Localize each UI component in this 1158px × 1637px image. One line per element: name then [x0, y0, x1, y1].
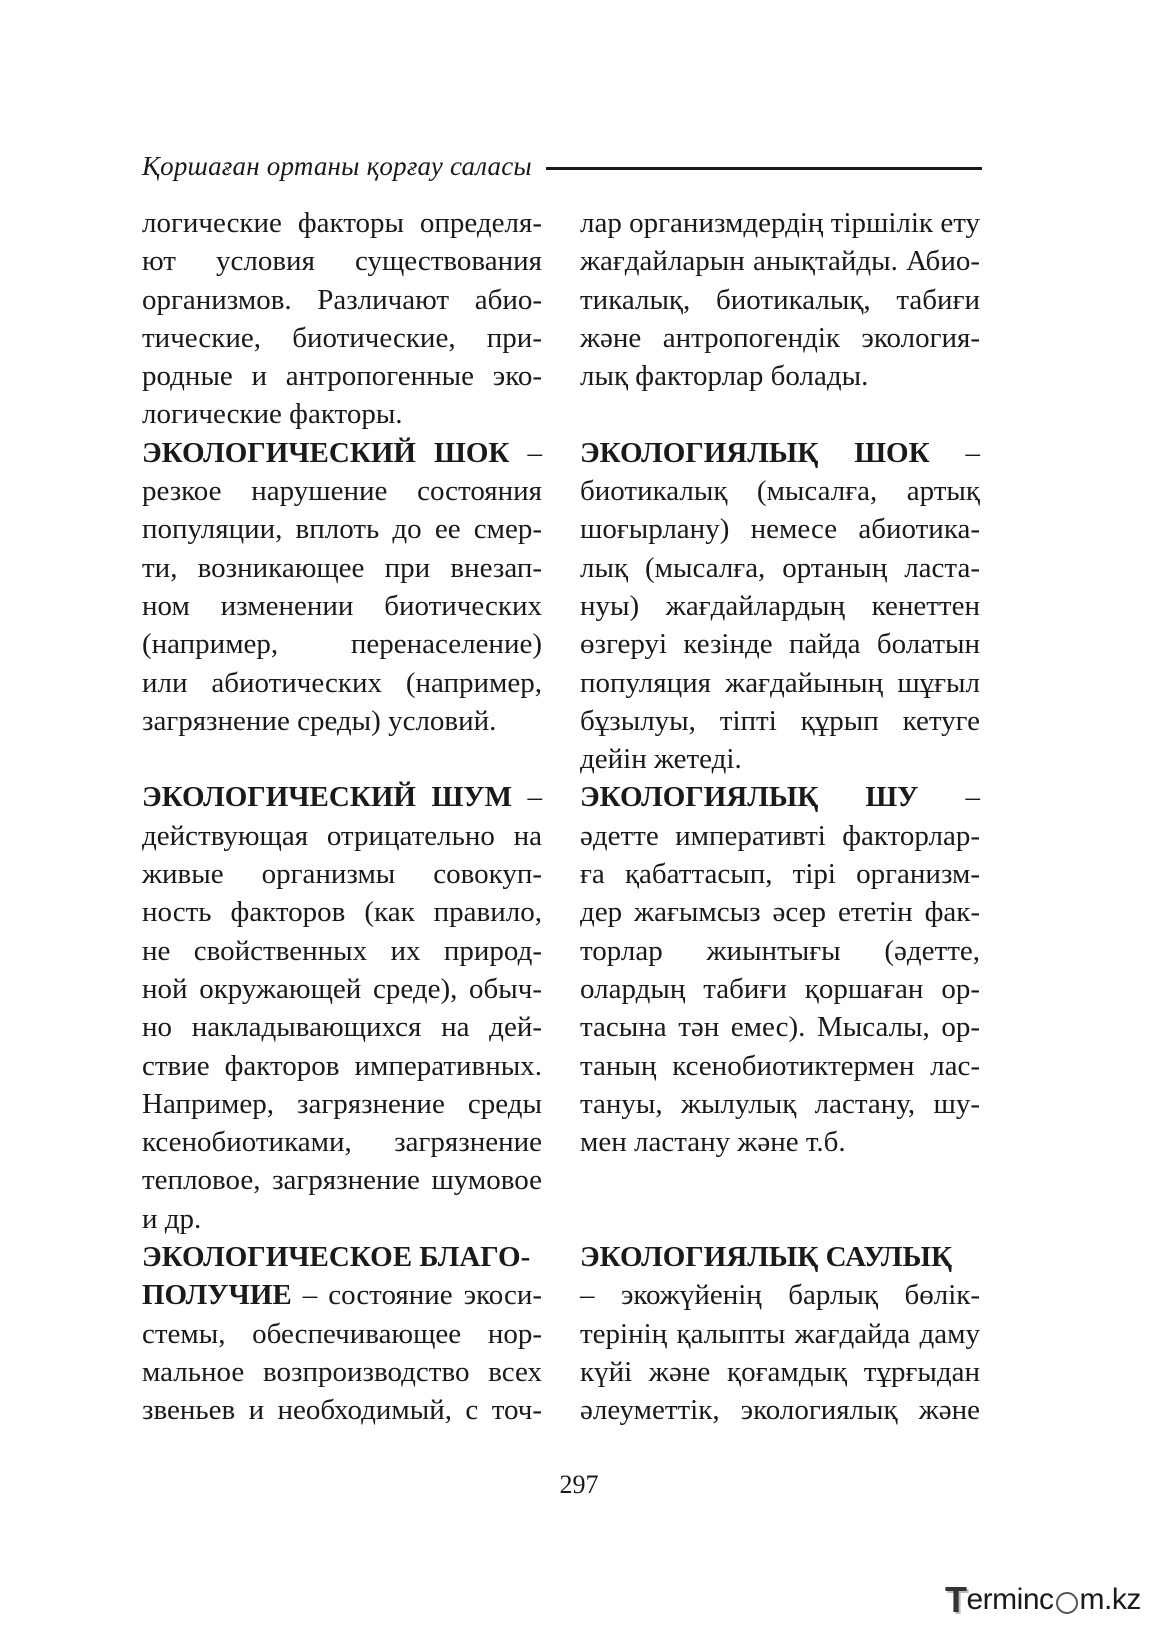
line-text: – экожүйенің барлық бөлік-: [580, 1279, 980, 1312]
line-text: популяция жағдайының шұғыл: [580, 666, 980, 699]
text-line: [580, 1353, 980, 1391]
term-heading: ЭКОЛОГИЯЛЫҚ САУЛЫҚ: [580, 1241, 953, 1274]
line-text: әдетте императивті факторлар-: [580, 819, 980, 852]
header-title: Қоршаған ортаны қорғау саласы: [142, 150, 532, 181]
term-heading: ПОЛУЧИЕ: [142, 1279, 292, 1312]
text-line: [580, 970, 980, 1008]
line-text: күйі және қоғамдық тұрғыдан: [580, 1355, 980, 1388]
line-text: тасына тән емес). Мысалы, ор-: [580, 1011, 980, 1044]
line-text: таның ксенобиотиктермен лас-: [580, 1049, 980, 1082]
left-column-russian: [142, 204, 542, 1430]
watermark-text-2: m.kz: [1079, 1583, 1141, 1616]
text-line: [142, 932, 542, 970]
line-text: загрязнение среды) условий.: [142, 704, 497, 737]
magnifier-icon: [1056, 1592, 1078, 1614]
running-header: [142, 146, 982, 186]
text-line: [580, 587, 980, 625]
text-line: [142, 625, 542, 663]
paragraph-gap: [580, 1200, 980, 1238]
line-text: –: [509, 436, 542, 469]
watermark-t: T: [945, 1579, 967, 1620]
line-text: тикалық, биотикалық, табиғи: [580, 283, 980, 316]
text-line: [580, 817, 980, 855]
text-line: [580, 242, 980, 280]
paragraph-gap: [580, 1161, 980, 1199]
text-line: [580, 932, 980, 970]
text-line: [142, 1008, 542, 1046]
right-column-kazakh: [580, 204, 980, 1430]
text-line: [580, 1047, 980, 1085]
text-line: [580, 1391, 980, 1429]
text-line: [142, 1047, 542, 1085]
text-line: [142, 549, 542, 587]
text-line: [580, 664, 980, 702]
line-text: нуы) жағдайлардың кенеттен: [580, 589, 980, 622]
line-text: логические факторы определя-: [142, 207, 542, 239]
text-line: [580, 549, 980, 587]
line-text: (например, перенаселение): [142, 628, 542, 661]
line-text: живые организмы совокуп-: [142, 858, 542, 891]
text-line: [142, 855, 542, 893]
line-text: өзгеруі кезінде пайда болатын: [580, 628, 980, 661]
text-line: [142, 1161, 542, 1199]
line-text: және антропогендік экология-: [580, 321, 980, 354]
line-text: –: [918, 781, 980, 814]
text-line: [142, 242, 542, 280]
paragraph-gap: [580, 395, 980, 433]
text-line: [142, 510, 542, 548]
text-line: [580, 1276, 980, 1314]
line-text: популяции, вплоть до ее смер-: [142, 513, 542, 546]
text-line: [580, 204, 980, 242]
text-line: [580, 357, 980, 395]
text-line: [142, 702, 542, 740]
text-line: [580, 1085, 980, 1123]
line-text: терінің қалыпты жағдайда даму: [580, 1317, 980, 1350]
term-heading: ЭКОЛОГИЧЕСКИЙ ШОК: [142, 436, 510, 469]
line-text: лар организмдердің тіршілік ету: [580, 207, 980, 239]
line-text: ность факторов (как правило,: [142, 896, 542, 929]
text-line: [580, 1008, 980, 1046]
text-line: [142, 1353, 542, 1391]
line-text: торлар жиынтығы (әдетте,: [580, 934, 980, 967]
line-text: дейін жетеді.: [580, 743, 742, 776]
text-line: [142, 1238, 542, 1276]
line-text: ют условия существования: [142, 245, 542, 278]
line-text: –: [929, 436, 980, 469]
text-line: [142, 587, 542, 625]
text-line: [142, 472, 542, 510]
text-line: [580, 625, 980, 663]
text-line: [580, 702, 980, 740]
line-text: действующая отрицательно на: [142, 819, 542, 852]
line-text: или абиотических (например,: [142, 666, 542, 699]
text-line: [142, 778, 542, 816]
line-text: мальное возпроизводство всех: [142, 1355, 542, 1388]
line-text: биотикалық (мысалға, артық: [580, 475, 980, 508]
text-line: [580, 510, 980, 548]
term-heading: ЭКОЛОГИЯЛЫҚ ШОК: [580, 436, 930, 469]
text-line: [142, 204, 542, 242]
text-line: [580, 1315, 980, 1353]
text-line: [580, 778, 980, 816]
text-line: [580, 319, 980, 357]
text-line: [142, 319, 542, 357]
text-line: [142, 1315, 542, 1353]
line-text: но накладывающихся на дей-: [142, 1011, 542, 1044]
line-text: әлеуметтік, экологиялық және: [580, 1394, 980, 1427]
watermark-text-1: erminc: [966, 1583, 1054, 1616]
text-line: [142, 1276, 542, 1314]
line-text: ной окружающей среде), обыч-: [142, 972, 542, 1005]
paragraph-gap: [142, 740, 542, 778]
line-text: не свойственных их природ-: [142, 934, 542, 967]
text-line: [142, 664, 542, 702]
text-line: [142, 1085, 542, 1123]
line-text: резкое нарушение состояния: [142, 475, 542, 508]
line-text: мен ластану және т.б.: [580, 1126, 846, 1159]
line-text: дер жағымсыз әсер ететін фак-: [580, 896, 980, 929]
line-text: тануы, жылулық ластану, шу-: [580, 1087, 980, 1120]
line-text: жағдайларын анықтайды. Абио-: [580, 245, 980, 278]
line-text: организмов. Различают абио-: [142, 283, 542, 316]
line-text: – состояние экоси-: [291, 1279, 542, 1312]
header-rule: [546, 167, 982, 170]
text-line: [142, 357, 542, 395]
text-line: [142, 1391, 542, 1429]
line-text: ға қабаттасып, тірі организм-: [580, 858, 980, 891]
term-heading: ЭКОЛОГИЧЕСКИЙ ШУМ: [142, 781, 512, 814]
line-text: тепловое, загрязнение шумовое: [142, 1164, 542, 1197]
line-text: ном изменении биотических: [142, 589, 542, 622]
line-text: шоғырлану) немесе абиотика-: [580, 513, 980, 546]
line-text: олардың табиғи қоршаған ор-: [580, 972, 980, 1005]
line-text: родные и антропогенные эко-: [142, 360, 542, 393]
text-line: [580, 893, 980, 931]
line-text: Например, загрязнение среды: [142, 1087, 542, 1120]
text-line: [142, 395, 542, 433]
line-text: ствие факторов императивных.: [142, 1049, 542, 1082]
text-line: [142, 281, 542, 319]
text-line: [142, 1123, 542, 1161]
text-line: [142, 1200, 542, 1238]
text-line: [580, 1238, 980, 1276]
text-line: [580, 855, 980, 893]
line-text: логические факторы.: [142, 398, 403, 431]
line-text: и др.: [142, 1202, 202, 1235]
line-text: ксенобиотиками, загрязнение: [142, 1126, 542, 1159]
text-line: [580, 281, 980, 319]
text-line: [580, 740, 980, 778]
text-line: [580, 472, 980, 510]
text-line: [142, 817, 542, 855]
text-line: [142, 970, 542, 1008]
line-text: звеньев и необходимый, с точ-: [142, 1394, 542, 1427]
line-text: лық (мысалға, ортаның ласта-: [580, 551, 980, 584]
term-heading: ЭКОЛОГИЧЕСКОЕ БЛАГО-: [142, 1241, 531, 1274]
term-heading: ЭКОЛОГИЯЛЫҚ ШУ: [580, 781, 919, 814]
page-number: 297: [559, 1470, 599, 1499]
text-line: [580, 434, 980, 472]
line-text: лық факторлар болады.: [580, 360, 869, 393]
text-line: [142, 893, 542, 931]
site-watermark[interactable]: [945, 1578, 1145, 1622]
text-line: [580, 1123, 980, 1161]
line-text: стемы, обеспечивающее нор-: [142, 1317, 542, 1350]
line-text: бұзылуы, тіпті құрып кетуге: [580, 704, 980, 737]
text-line: [142, 434, 542, 472]
line-text: тические, биотические, при-: [142, 321, 542, 354]
line-text: ти, возникающее при внезап-: [142, 551, 542, 584]
line-text: –: [511, 781, 542, 814]
